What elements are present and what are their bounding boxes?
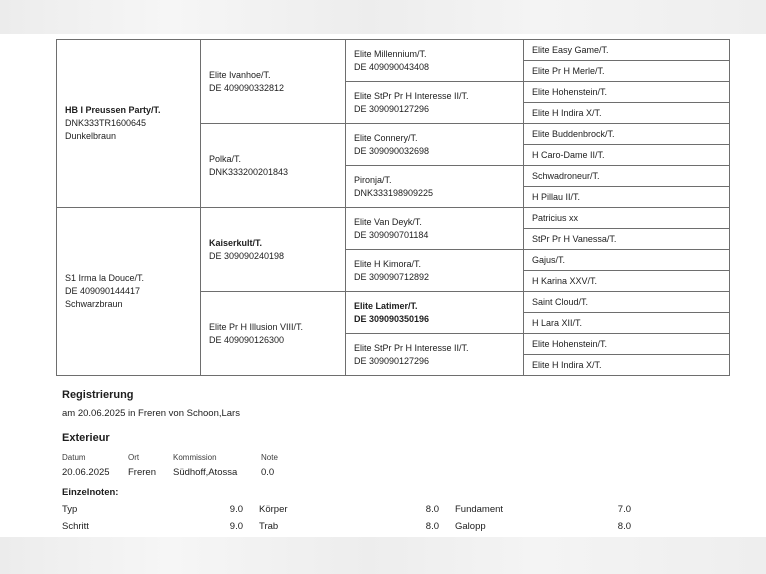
registrierung-text: am 20.06.2025 in Freren von Schoon,Lars [62, 408, 240, 419]
pedigree-g3-cell [346, 124, 524, 166]
document-page [0, 34, 766, 537]
horse-name: H Pillau II/T. [532, 191, 581, 202]
pedigree-g3-cell [346, 40, 524, 82]
pedigree-g4-cell [524, 82, 730, 103]
horse-name: Elite H Kimora/T. [354, 258, 422, 269]
pedigree-g4-cell [524, 61, 730, 82]
score-value: 7.0 [617, 504, 631, 515]
pedigree-g4-cell [524, 355, 730, 376]
score-pair [62, 504, 243, 515]
horse-name: Elite Latimer/T. [354, 300, 418, 311]
horse-reg: DE 409090332812 [209, 82, 285, 93]
pedigree-g3-cell [346, 292, 524, 334]
horse-name: H Lara XII/T. [532, 317, 583, 328]
pedigree-g3-cell [346, 82, 524, 124]
horse-name: Elite H Indira X/T. [532, 107, 602, 118]
exterieur-header-ort: Ort [128, 453, 140, 462]
exterieur-value-note: 0.0 [261, 467, 275, 478]
score-value: 9.0 [229, 504, 243, 515]
horse-name: H Karina XXV/T. [532, 275, 598, 286]
score-row [62, 504, 766, 515]
score-pair [259, 521, 439, 532]
score-value: 8.0 [425, 504, 439, 515]
pedigree-g4-cell [524, 124, 730, 145]
horse-name: Elite Connery/T. [354, 132, 418, 143]
horse-color: Schwarzbraun [65, 299, 123, 309]
exterieur-value-kommission: Südhoff,Atossa [173, 467, 238, 478]
horse-reg: DE 409090043408 [354, 61, 430, 72]
horse-name: Polka/T. [209, 153, 242, 164]
horse-name: Elite StPr Pr H Interesse II/T. [354, 342, 469, 353]
pedigree-g4-cell [524, 313, 730, 334]
horse-name: Elite Hohenstein/T. [532, 338, 608, 349]
score-label: Galopp [455, 521, 486, 532]
exterieur-value-datum: 20.06.2025 [62, 467, 110, 478]
horse-name: Patricius xx [532, 212, 579, 223]
horse-reg: DE 309090127296 [354, 355, 430, 366]
score-pair [62, 521, 243, 532]
einzelnoten-label: Einzelnoten: [62, 487, 119, 498]
horse-color: Dunkelbraun [65, 131, 117, 141]
top-margin-band [0, 0, 766, 34]
pedigree-table [56, 39, 730, 376]
pedigree-g2-cell [201, 124, 346, 208]
horse-name: Schwadroneur/T. [532, 170, 600, 181]
pedigree-row [57, 40, 730, 61]
pedigree-g1-cell-dam [57, 208, 201, 376]
pedigree-g4-cell [524, 103, 730, 124]
pedigree-g2-cell [201, 292, 346, 376]
score-label: Körper [259, 504, 288, 515]
horse-reg: DE 309090127296 [354, 103, 430, 114]
horse-reg: DE 309090032698 [354, 145, 430, 156]
score-pair [455, 521, 631, 532]
pedigree-g4-cell [524, 40, 730, 61]
pedigree-g3-cell [346, 208, 524, 250]
score-value: 8.0 [425, 521, 439, 532]
pedigree-g4-cell [524, 334, 730, 355]
score-value: 9.0 [229, 521, 243, 532]
horse-reg: DE 309090701184 [354, 229, 429, 240]
horse-name: Elite H Indira X/T. [532, 359, 602, 370]
horse-name: Elite Millennium/T. [354, 48, 427, 59]
horse-name: S1 Irma la Douce/T. [65, 273, 145, 283]
horse-reg: DE 309090712892 [354, 271, 430, 282]
horse-name: Kaiserkult/T. [209, 237, 263, 248]
pedigree-g2-cell [201, 208, 346, 292]
pedigree-g4-cell [524, 250, 730, 271]
pedigree-g3-cell [346, 250, 524, 292]
score-row [62, 521, 766, 532]
exterieur-heading: Exterieur [62, 432, 110, 444]
horse-reg: DNK333198909225 [354, 187, 434, 198]
pedigree-g4-cell [524, 292, 730, 313]
horse-name: Elite Easy Game/T. [532, 44, 609, 55]
horse-reg: DNK333200201843 [209, 166, 289, 177]
horse-reg: DE 409090126300 [209, 334, 285, 345]
score-label: Typ [62, 504, 78, 515]
exterieur-value-ort: Freren [128, 467, 156, 478]
pedigree-g4-cell [524, 145, 730, 166]
score-label: Fundament [455, 504, 504, 515]
score-value: 8.0 [617, 521, 631, 532]
horse-name: Gajus/T. [532, 254, 566, 265]
horse-name: Elite Van Deyk/T. [354, 216, 422, 227]
horse-name: Elite Pr H Illusion VIII/T. [209, 321, 304, 332]
score-label: Schritt [62, 521, 89, 532]
horse-name: Saint Cloud/T. [532, 296, 589, 307]
exterieur-header-datum: Datum [62, 453, 86, 462]
horse-reg: DNK333TR1600645 [65, 118, 147, 128]
horse-reg: DE 309090350196 [354, 313, 430, 324]
horse-name: Elite StPr Pr H Interesse II/T. [354, 90, 469, 101]
horse-name: StPr Pr H Vanessa/T. [532, 233, 617, 244]
bottom-margin-band [0, 537, 766, 574]
exterieur-header-kommission: Kommission [173, 453, 217, 462]
lower-sections [62, 389, 766, 532]
horse-name: Elite Ivanhoe/T. [209, 69, 271, 80]
horse-reg: DE 409090144417 [65, 286, 141, 296]
pedigree-g4-cell [524, 166, 730, 187]
horse-name: Elite Buddenbrock/T. [532, 128, 615, 139]
pedigree-g3-cell [346, 334, 524, 376]
pedigree-row [57, 208, 730, 229]
score-pair [455, 504, 631, 515]
pedigree-g3-cell [346, 166, 524, 208]
horse-name: H Caro-Dame II/T. [532, 149, 605, 160]
horse-name: Elite Hohenstein/T. [532, 86, 608, 97]
horse-name: HB I Preussen Party/T. [65, 105, 161, 115]
horse-name: Pironja/T. [354, 174, 392, 185]
pedigree-g4-cell [524, 229, 730, 250]
registrierung-heading: Registrierung [62, 389, 134, 401]
pedigree-g2-cell [201, 40, 346, 124]
exterieur-header-note: Note [261, 453, 278, 462]
score-pair [259, 504, 439, 515]
pedigree-g4-cell [524, 187, 730, 208]
pedigree-g4-cell [524, 208, 730, 229]
exterieur-table [62, 453, 766, 478]
score-label: Trab [259, 521, 279, 532]
pedigree-g4-cell [524, 271, 730, 292]
pedigree-g1-cell-sire [57, 40, 201, 208]
horse-name: Elite Pr H Merle/T. [532, 65, 605, 76]
horse-reg: DE 309090240198 [209, 250, 285, 261]
